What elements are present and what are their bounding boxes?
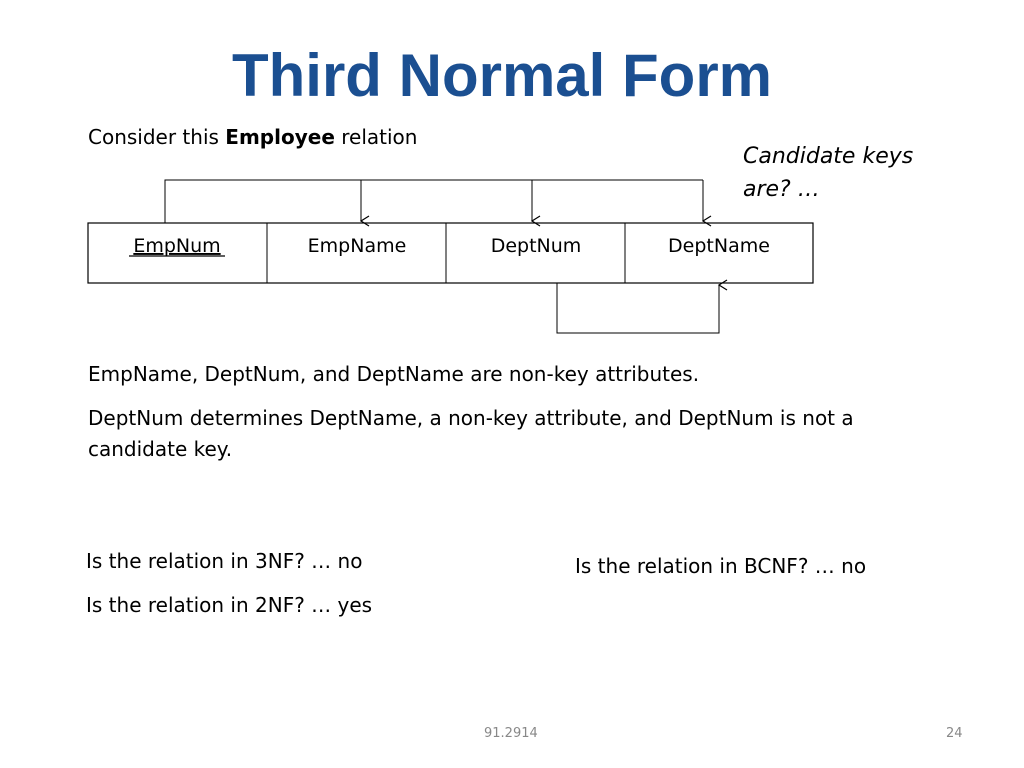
transitive-dependency-line bbox=[557, 283, 719, 333]
question-3nf: Is the relation in 3NF? … no bbox=[86, 549, 363, 573]
question-bcnf: Is the relation in BCNF? … no bbox=[575, 554, 867, 578]
question-2nf: Is the relation in 2NF? … yes bbox=[86, 593, 373, 617]
page-number: 24 bbox=[946, 726, 963, 741]
attribute-empnum: EmpNum bbox=[133, 235, 221, 257]
attribute-deptnum: DeptNum bbox=[490, 235, 582, 257]
non-key-attributes-text: EmpName, DeptNum, and DeptName are non-key attributes. bbox=[88, 362, 700, 386]
footer-course-code: 91.2914 bbox=[484, 726, 538, 741]
candidate-keys-question: Candidate keys are? … bbox=[743, 144, 914, 202]
deptnum-dependency-arrow bbox=[557, 283, 719, 333]
relation-name: Employee bbox=[225, 125, 335, 149]
transitive-dependency-text: DeptNum determines DeptName, a non-key attribute, and DeptNum is not a candidate key. bbox=[88, 406, 854, 461]
attribute-deptname: DeptName bbox=[668, 235, 770, 257]
relation-table bbox=[88, 223, 813, 283]
intro-prefix: Consider this bbox=[88, 125, 226, 149]
intro-suffix: relation bbox=[334, 125, 418, 149]
slide-title: Third Normal Form bbox=[231, 42, 773, 109]
attribute-empname: EmpName bbox=[307, 235, 407, 257]
empnum-dependency-arrows bbox=[165, 180, 703, 223]
empnum-bracket-line bbox=[165, 180, 703, 223]
